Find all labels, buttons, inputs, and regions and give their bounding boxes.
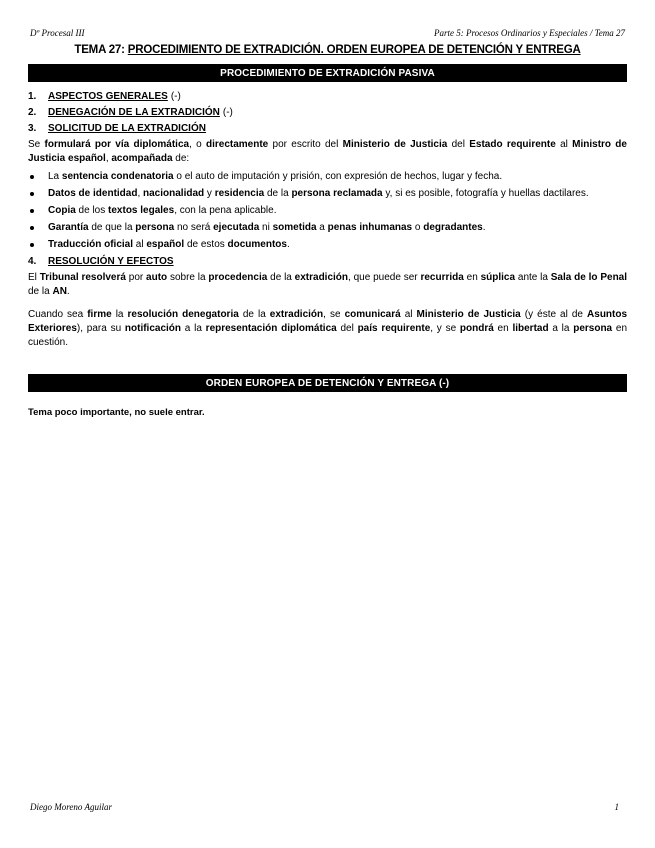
heading-denegacion [28, 106, 627, 120]
text-run: , o [189, 139, 206, 150]
bold-text-run: Traducción oficial [48, 239, 134, 250]
bold-text-run: textos legales [108, 205, 175, 216]
bold-text-run: Datos de identidad [48, 188, 138, 199]
text-run: en [463, 272, 481, 283]
text-run: , y se [430, 323, 460, 334]
bold-text-run: documentos [227, 239, 287, 250]
bold-text-run: Sala de lo Penal [550, 272, 628, 283]
header-course: Dº Procesal III [30, 28, 85, 38]
heading-text: SOLICITUD DE LA EXTRADICIÓN [48, 123, 206, 134]
text-run: Cuando sea [28, 309, 88, 320]
section-band-orden-europea [28, 374, 627, 392]
heading-text: DENEGACIÓN DE LA EXTRADICIÓN [48, 107, 220, 118]
text-run: al [133, 239, 147, 250]
bold-text-run: representación diplomática [205, 323, 337, 334]
bold-text-run: Tribunal [39, 272, 79, 283]
heading-number: 1. [28, 91, 37, 102]
text-run: La [48, 171, 62, 182]
text-run: al [555, 139, 573, 150]
bold-text-run: acompañada [111, 153, 173, 164]
bold-text-run: Garantía [48, 222, 89, 233]
bold-text-run: formulará por vía diplomática [44, 139, 190, 150]
bold-text-run: persona [573, 323, 613, 334]
text-run: . [66, 286, 70, 297]
text-run: en [493, 323, 513, 334]
text-run: a [316, 222, 328, 233]
bold-text-run: persona [135, 222, 175, 233]
text-run: no será [174, 222, 214, 233]
list-item [28, 238, 627, 252]
heading-number: 4. [28, 256, 37, 267]
text-run: . [482, 222, 486, 233]
list-item-text [48, 171, 502, 182]
text-run: de la [238, 309, 270, 320]
bold-text-run: extradición [294, 272, 349, 283]
bold-text-run: sometida [272, 222, 317, 233]
text-run: de la [28, 286, 53, 297]
heading-solicitud [28, 122, 627, 136]
text-run: por escrito del [268, 139, 343, 150]
text-run: del [447, 139, 470, 150]
bold-text-run: comunicará [344, 309, 401, 320]
bold-text-run: español [146, 239, 185, 250]
bold-text-run: auto [146, 272, 168, 283]
list-item-text [48, 188, 589, 199]
list-item-text [48, 205, 276, 216]
text-run: a la [548, 323, 574, 334]
heading-text: RESOLUCIÓN Y EFECTOS [48, 256, 174, 267]
bold-text-run: Asuntos Exteriores [28, 309, 628, 334]
heading-text: ASPECTOS GENERALES [48, 91, 168, 102]
text-run: al [400, 309, 417, 320]
text-run: , [137, 188, 144, 199]
text-run: en cuestión. [28, 323, 628, 348]
bold-text-run: penas inhumanas [327, 222, 413, 233]
requirements-list [28, 170, 627, 252]
text-run: a la [181, 323, 206, 334]
bold-text-run: Ministerio de Justicia [342, 139, 448, 150]
heading-resolucion [28, 255, 627, 269]
text-run: (y éste al de [520, 309, 588, 320]
text-run: o [412, 222, 424, 233]
bullet-icon [30, 175, 34, 179]
bold-text-run: degradantes [423, 222, 483, 233]
title-prefix: TEMA 27: [74, 44, 128, 56]
bold-text-run: extradición [269, 309, 324, 320]
bold-text-run: Estado requirente [469, 139, 556, 150]
bold-text-run: directamente [205, 139, 269, 150]
content [28, 90, 627, 354]
list-item-text [48, 239, 290, 250]
text-run: por [125, 272, 147, 283]
bold-text-run: recurrida [420, 272, 464, 283]
heading-suffix: (-) [170, 91, 181, 102]
bold-text-run: país requirente [357, 323, 431, 334]
list-item [28, 221, 627, 235]
bold-text-run: Ministerio de Justicia [416, 309, 521, 320]
text-run: , que puede ser [348, 272, 421, 283]
paragraph-solicitud [28, 138, 627, 166]
bullet-icon [30, 243, 34, 247]
paragraph-resolucion-1 [28, 271, 627, 299]
list-item [28, 170, 627, 184]
list-item [28, 187, 627, 201]
text-run: sobre la [167, 272, 209, 283]
bold-text-run: Ministro de Justicia español [28, 139, 627, 164]
section-band-label: ORDEN EUROPEA DE DETENCIÓN Y ENTREGA (-) [205, 377, 450, 389]
bullet-icon [30, 209, 34, 213]
bullet-icon [30, 192, 34, 196]
heading-number: 3. [28, 123, 37, 134]
text-run: , [105, 153, 112, 164]
section-band-extradicion-pasiva [28, 64, 627, 82]
bold-text-run: ejecutada [213, 222, 260, 233]
heading-number: 2. [28, 107, 37, 118]
text-run: de: [172, 153, 190, 164]
text-run: , se [323, 309, 345, 320]
bold-text-run: notificación [124, 323, 182, 334]
text-run: de estos [184, 239, 228, 250]
text-run: de la [264, 188, 292, 199]
list-item [28, 204, 627, 218]
bold-text-run: persona reclamada [291, 188, 383, 199]
bold-text-run: residencia [214, 188, 265, 199]
text-run: . [286, 239, 290, 250]
text-run: la [111, 309, 128, 320]
bold-text-run: AN [52, 286, 67, 297]
bold-text-run: Copia [48, 205, 76, 216]
list-item-text [48, 222, 485, 233]
bold-text-run: procedencia [208, 272, 268, 283]
text-run: , con la pena aplicable. [174, 205, 277, 216]
header-section: Parte 5: Procesos Ordinarios y Especiales / Tema 27 [434, 28, 625, 38]
text-run: ), para su [76, 323, 125, 334]
text-run: de los [75, 205, 109, 216]
text-run: de la [267, 272, 295, 283]
text-run: ni [259, 222, 273, 233]
heading-aspectos-generales [28, 90, 627, 104]
bullet-icon [30, 226, 34, 230]
bold-text-run: nacionalidad [143, 188, 205, 199]
bold-text-run: pondrá [459, 323, 494, 334]
bold-text-run: sentencia condenatoria [61, 171, 174, 182]
bold-text-run: resolución denegatoria [127, 309, 239, 320]
paragraph-resolucion-2 [28, 308, 627, 350]
text-run: o el auto de imputación y prisión, con expresión de hechos, lugar y fecha. [173, 171, 503, 182]
text-run: de que la [88, 222, 136, 233]
heading-suffix: (-) [222, 107, 233, 118]
footer-page-number: 1 [614, 802, 619, 812]
text-run: El [28, 272, 40, 283]
bold-text-run: libertad [512, 323, 549, 334]
bold-text-run: firme [87, 309, 112, 320]
text-run: y, si es posible, fotografía y huellas dactilares. [382, 188, 589, 199]
text-run: ante la [515, 272, 551, 283]
footer-author: Diego Moreno Aguilar [30, 802, 112, 812]
text-run: y [204, 188, 215, 199]
section-band-label: PROCEDIMIENTO DE EXTRADICIÓN PASIVA [220, 67, 435, 79]
document-title [28, 44, 627, 56]
text-run: Se [28, 139, 45, 150]
bold-text-run: resolverá [81, 272, 126, 283]
note-text: Tema poco importante, no suele entrar. [28, 407, 205, 418]
bold-text-run: súplica [480, 272, 516, 283]
title-main: PROCEDIMIENTO DE EXTRADICIÓN. ORDEN EUROPEA DE DETENCIÓN Y ENTREGA [127, 44, 581, 56]
text-run: del [336, 323, 358, 334]
